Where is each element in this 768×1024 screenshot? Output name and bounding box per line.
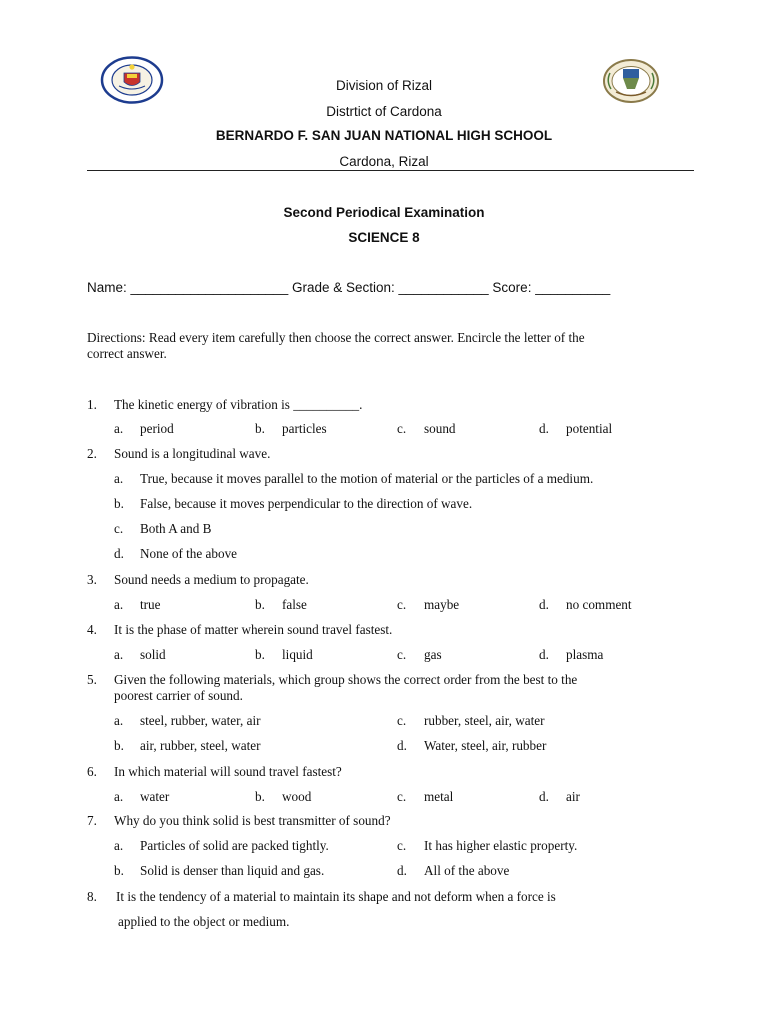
question-number: 5.: [87, 672, 97, 687]
school-location: Cardona, Rizal: [339, 154, 429, 169]
option-text: false: [282, 597, 307, 612]
directions-line-1: Directions: Read every item carefully then choose the correct answer. Encircle the letter of the: [87, 330, 585, 345]
option-letter[interactable]: d.: [539, 789, 549, 804]
option-text: False, because it moves perpendicular to the direction of wave.: [140, 496, 473, 511]
option-text: period: [140, 421, 174, 436]
option-letter[interactable]: c.: [397, 647, 407, 662]
question-text-line-1: It is the tendency of a material to maintain its shape and not deform when a force is: [116, 889, 556, 904]
question-text: In which material will sound travel fastest?: [114, 764, 342, 779]
question-text-line-2: applied to the object or medium.: [118, 914, 290, 929]
grade-section-field[interactable]: ____________: [398, 280, 489, 295]
option-text: None of the above: [140, 546, 238, 561]
option-letter[interactable]: b.: [114, 863, 124, 878]
question-text-line-2: poorest carrier of sound.: [114, 688, 243, 703]
school-name: BERNARDO F. SAN JUAN NATIONAL HIGH SCHOOL: [215, 128, 553, 143]
question-text: It is the phase of matter wherein sound travel fastest.: [114, 622, 393, 637]
question-number: 4.: [87, 622, 97, 637]
option-letter[interactable]: c.: [397, 713, 407, 728]
option-text: particles: [282, 421, 327, 436]
question-text: Why do you think solid is best transmitter of sound?: [114, 813, 391, 828]
option-text: air, rubber, steel, water: [140, 738, 261, 753]
option-letter[interactable]: d.: [539, 421, 549, 436]
option-letter[interactable]: d.: [539, 597, 549, 612]
option-letter[interactable]: b.: [114, 496, 124, 511]
option-letter[interactable]: b.: [255, 647, 265, 662]
option-text: sound: [424, 421, 456, 436]
name-field[interactable]: _____________________: [130, 280, 289, 295]
grade-section-label: Grade & Section:: [291, 280, 395, 295]
question-number: 1.: [87, 397, 97, 412]
option-text: rubber, steel, air, water: [424, 713, 545, 728]
question-number: 8.: [87, 889, 97, 904]
question-text: Sound is a longitudinal wave.: [114, 446, 271, 461]
question-number: 2.: [87, 446, 97, 461]
option-text: no comment: [566, 597, 632, 612]
option-letter[interactable]: c.: [397, 838, 407, 853]
option-text: maybe: [424, 597, 460, 612]
option-letter[interactable]: c.: [397, 597, 407, 612]
option-letter[interactable]: a.: [114, 838, 124, 853]
option-text: Solid is denser than liquid and gas.: [140, 863, 325, 878]
option-letter[interactable]: c.: [397, 421, 407, 436]
option-text: plasma: [566, 647, 604, 662]
option-letter[interactable]: b.: [255, 789, 265, 804]
option-letter[interactable]: c.: [114, 521, 124, 536]
option-text: steel, rubber, water, air: [140, 713, 261, 728]
exam-subject: SCIENCE 8: [348, 230, 420, 245]
question-text: The kinetic energy of vibration is __________.: [114, 397, 363, 412]
option-letter[interactable]: d.: [539, 647, 549, 662]
question-number: 6.: [87, 764, 97, 779]
header-rule: [87, 170, 694, 171]
option-letter[interactable]: a.: [114, 789, 124, 804]
option-letter[interactable]: a.: [114, 471, 124, 486]
option-letter[interactable]: b.: [255, 597, 265, 612]
option-text: Particles of solid are packed tightly.: [140, 838, 329, 853]
question-number: 3.: [87, 572, 97, 587]
option-letter[interactable]: d.: [397, 738, 407, 753]
option-letter[interactable]: c.: [397, 789, 407, 804]
option-text: It has higher elastic property.: [424, 838, 578, 853]
district-line: Distrtict of Cardona: [326, 104, 442, 119]
exam-title: Second Periodical Examination: [283, 205, 485, 220]
option-text: metal: [424, 789, 454, 804]
option-text: True, because it moves parallel to the motion of material or the particles of a medium.: [140, 471, 594, 486]
question-text: Sound needs a medium to propagate.: [114, 572, 309, 587]
option-letter[interactable]: b.: [114, 738, 124, 753]
question-text-line-1: Given the following materials, which group shows the correct order from the best to the: [114, 672, 578, 687]
option-letter[interactable]: a.: [114, 421, 124, 436]
question-number: 7.: [87, 813, 97, 828]
option-letter[interactable]: d.: [114, 546, 124, 561]
score-field[interactable]: __________: [535, 280, 611, 295]
option-text: liquid: [282, 647, 313, 662]
name-label: Name:: [87, 280, 127, 295]
score-label: Score:: [492, 280, 532, 295]
directions-line-2: correct answer.: [87, 346, 167, 361]
student-fields-row: [87, 280, 610, 295]
option-letter[interactable]: d.: [397, 863, 407, 878]
option-letter[interactable]: a.: [114, 597, 124, 612]
option-text: Both A and B: [140, 521, 212, 536]
option-text: gas: [424, 647, 442, 662]
option-letter[interactable]: b.: [255, 421, 265, 436]
option-letter[interactable]: a.: [114, 713, 124, 728]
option-text: potential: [566, 421, 613, 436]
option-text: wood: [282, 789, 312, 804]
option-text: Water, steel, air, rubber: [424, 738, 547, 753]
option-letter[interactable]: a.: [114, 647, 124, 662]
option-text: true: [140, 597, 161, 612]
division-line: Division of Rizal: [335, 78, 433, 93]
option-text: solid: [140, 647, 166, 662]
option-text: All of the above: [424, 863, 510, 878]
option-text: water: [140, 789, 170, 804]
option-text: air: [566, 789, 580, 804]
